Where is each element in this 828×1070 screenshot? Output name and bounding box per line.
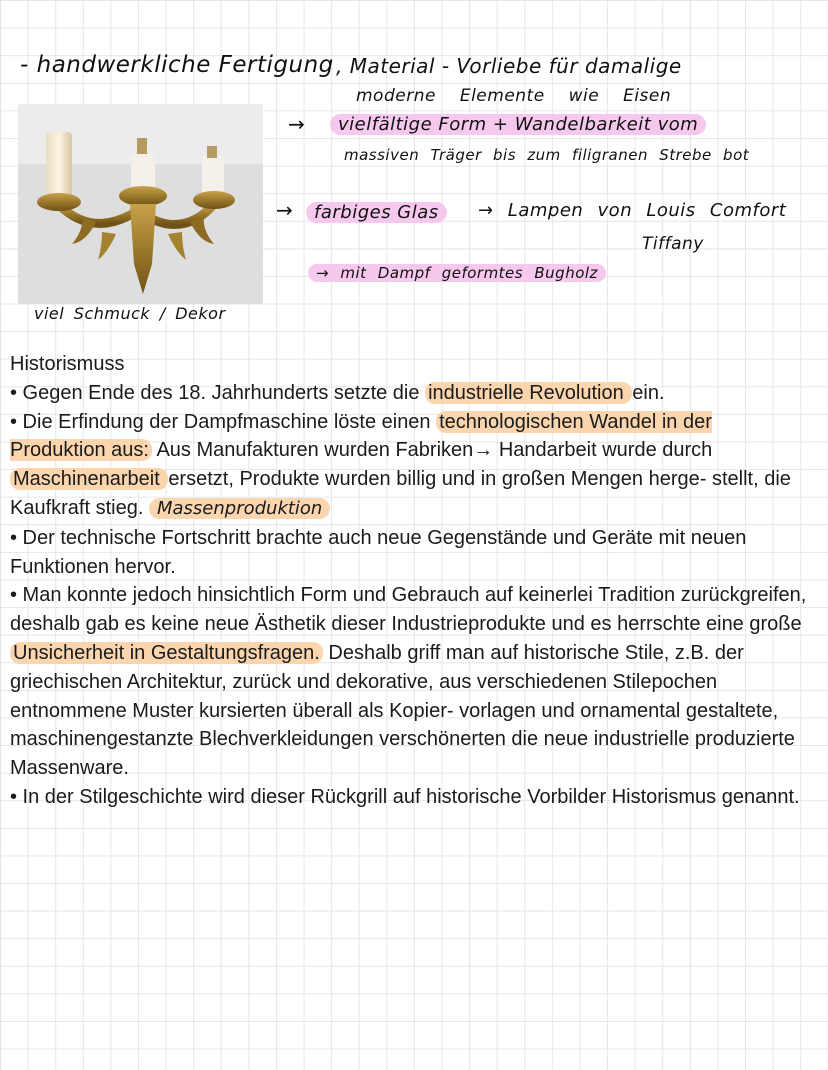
bullet-1: • Gegen Ende des 18. Jahrhunderts setzte die industrielle Revolution ein. xyxy=(10,381,665,404)
highlight-unsicherheit: Unsicherheit in Gestaltungsfragen. xyxy=(10,642,323,664)
highlight-industrielle-revolution: industrielle Revolution xyxy=(425,382,632,404)
note-line1b: , Material - Vorliebe für damalige xyxy=(336,54,682,78)
handwritten-massenproduktion: Massenproduktion xyxy=(149,498,330,519)
note-arrow1-highlight: vielfältige Form + Wandelbarkeit vom xyxy=(330,114,706,135)
section-title: Historismuss xyxy=(10,353,125,375)
body-text xyxy=(10,350,810,812)
highlight-technologischer-wandel: technologischen Wandel in der Produktion aus: xyxy=(10,410,712,462)
note-arrow2-highlight: farbiges Glas xyxy=(306,202,447,223)
bullet-2: • Die Erfindung der Dampfmaschine löste einen technologischen Wandel in der Produktion aus: Aus Manufakturen wurden Fabriken→ Handarbeit wurde durch Maschinenarbeit ersetzt, Produkte wurden billig und in großen Mengen herge- stellt, die Kaufkraft stieg. Massenproduktion xyxy=(10,410,791,519)
wall-sconce-icon xyxy=(18,104,263,304)
note-arrow3-highlight: → mit Dampf geformtes Bugholz xyxy=(308,264,606,282)
photo-caption: viel Schmuck / Dekor xyxy=(34,304,226,323)
note-line6: Tiffany xyxy=(642,234,704,254)
note-arrow1-prefix: → xyxy=(288,112,306,136)
wall-sconce-photo xyxy=(18,104,263,304)
note-line2: moderne Elemente wie Eisen xyxy=(356,86,672,106)
bullet-4: • Man konnte jedoch hinsichtlich Form und Gebrauch auf keinerlei Tradition zurückgreifen, deshalb gab es keine neue Ästhetik dieser Industrieprodukte und es herrschte eine große Unsicherheit in Gestaltungsfragen. Deshalb griff man auf historische Stile, z.B. der griechischen Architektur, zurück und dekorative, aus verschiedenen Stilepochen entnommene Muster kursierten überall als Kopier- vorlagen und ornamental gestaltete, maschinengestanzte Blechverkleidungen verschönerten die neue industrielle produzierte Massenware. xyxy=(10,584,807,780)
bullet-3: • Der technische Fortschritt brachte auch neue Gegenstände und Geräte mit neuen Funktionen hervor. xyxy=(10,526,747,578)
highlight-maschinenarbeit: Maschinenarbeit xyxy=(10,468,168,490)
note-arrow2-rest: → Lampen von Louis Comfort xyxy=(478,200,787,221)
note-arrow2-prefix: → xyxy=(276,198,294,222)
note-line1: - handwerkliche Fertigung xyxy=(20,52,334,78)
bullet-5: • In der Stilgeschichte wird dieser Rückgrill auf historische Vorbilder Historismus genannt. xyxy=(10,785,800,808)
note-line4: massiven Träger bis zum filigranen Strebe bot xyxy=(344,146,750,164)
